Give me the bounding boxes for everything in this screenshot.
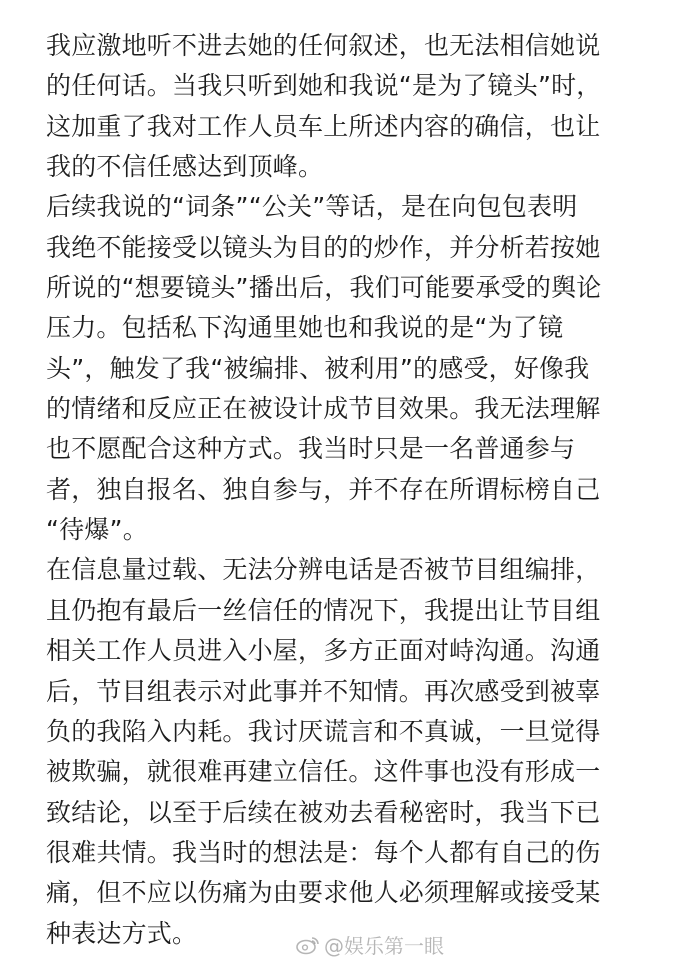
- text-line: 很难共情。我当时的想法是：每个人都有自己的伤: [46, 837, 601, 867]
- text-line: 这加重了我对工作人员车上所述内容的确信，也让: [46, 111, 601, 141]
- text-line: 的任何话。当我只听到她和我说“是为了镜头”时，: [46, 71, 602, 101]
- text-line: “待爆”。: [46, 515, 148, 545]
- text-line: 相关工作人员进入小屋，多方正面对峙沟通。沟通: [46, 636, 601, 666]
- text-line: 我的不信任感达到顶峰。: [46, 152, 324, 182]
- document-body: [46, 26, 666, 954]
- text-line: 被欺骗，就很难再建立信任。这件事也没有形成一: [46, 757, 601, 787]
- text-line: 种表达方式。: [46, 918, 198, 948]
- text-line: 我应激地听不进去她的任何叙述，也无法相信她说: [46, 31, 601, 60]
- weibo-logo-icon: [296, 935, 320, 955]
- watermark: [296, 930, 444, 959]
- text-line: 后，节目组表示对此事并不知情。再次感受到被辜: [46, 676, 601, 706]
- text-line: 者，独自报名、独自参与，并不存在所谓标榜自己: [46, 474, 601, 504]
- text-line: 所说的“想要镜头”播出后，我们可能要承受的舆论: [46, 273, 602, 303]
- text-line: 的情绪和反应正在被设计成节目效果。我无法理解: [46, 394, 601, 424]
- text-line: 后续我说的“词条”“公关”等话，是在向包包表明: [46, 192, 578, 222]
- text-line: 致结论，以至于后续在被劝去看秘密时，我当下已: [46, 797, 601, 827]
- text-line: 痛，但不应以伤痛为由要求他人必须理解或接受某: [46, 878, 601, 908]
- text-line: 头”，触发了我“被编排、被利用”的感受，好像我: [46, 353, 590, 383]
- text-line: 在信息量过载、无法分辨电话是否被节目组编排，: [46, 555, 601, 585]
- text-line: 负的我陷入内耗。我讨厌谎言和不真诚，一旦觉得: [46, 716, 601, 746]
- watermark-text: @娱乐第一眼: [324, 934, 444, 958]
- text-line: 且仍抱有最后一丝信任的情况下，我提出让节目组: [46, 595, 601, 625]
- text-line: 压力。包括私下沟通里她也和我说的是“为了镜: [46, 313, 564, 343]
- text-line: 也不愿配合这种方式。我当时只是一名普通参与: [46, 434, 576, 464]
- text-line: 我绝不能接受以镜头为目的的炒作，并分析若按她: [46, 232, 601, 262]
